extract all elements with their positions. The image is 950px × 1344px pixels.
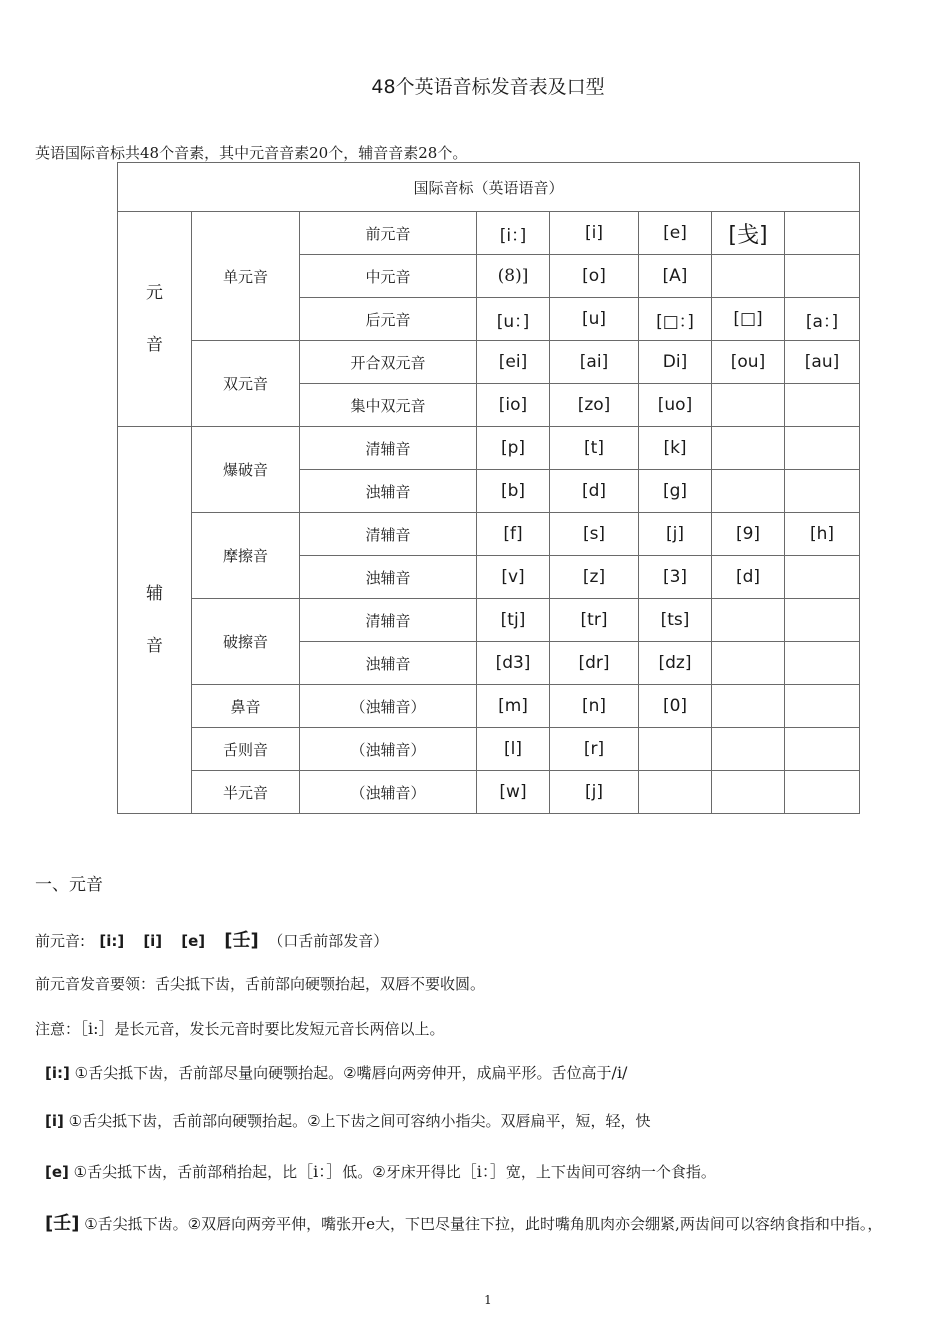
phonetic-symbol: [ou] (712, 341, 785, 384)
phonetic-symbol (785, 771, 860, 814)
phonetic-symbol (785, 384, 860, 427)
phonetic-symbol: [9] (712, 513, 785, 556)
row-label: 中元音 (300, 255, 477, 298)
phonetic-symbol: [i] (550, 212, 639, 255)
phonetic-symbol: [d3] (477, 642, 550, 685)
section-heading: 一、元音 (35, 875, 103, 895)
phonetic-symbol (639, 728, 712, 771)
phonetic-symbol: (8)] (477, 255, 550, 298)
intro-paragraph: 英语国际音标共48个音素，其中元音音素20个，辅音音素28个。 (35, 144, 468, 162)
phonetic-symbol: [o] (550, 255, 639, 298)
row-label: 清辅音 (300, 599, 477, 642)
fricatives-label: 摩擦音 (192, 513, 300, 599)
row-label: 后元音 (300, 298, 477, 341)
phonetic-symbol: [dr] (550, 642, 639, 685)
row-label: 清辅音 (300, 427, 477, 470)
phonetic-symbol (712, 255, 785, 298)
phonetic-symbol: [r] (550, 728, 639, 771)
row-label: （浊辅音） (300, 771, 477, 814)
phonetic-symbol (712, 599, 785, 642)
row-label: 集中双元音 (300, 384, 477, 427)
row-label: 开合双元音 (300, 341, 477, 384)
phonetic-symbol: [f] (477, 513, 550, 556)
phonetic-symbol: [i：] (477, 212, 550, 255)
phonetic-symbol: [s] (550, 513, 639, 556)
item-i-short: [i] ①舌尖抵下齿，舌前部向硬颚抬起。②上下齿之间可容纳小指尖。双唇扁平，短，轻，快 (45, 1112, 651, 1130)
phonetic-symbol: [v] (477, 556, 550, 599)
phonetic-table (117, 162, 860, 814)
phonetic-symbol: [□] (712, 298, 785, 341)
phonetic-symbol: [au] (785, 341, 860, 384)
document-title: 48个英语音标发音表及口型 (371, 76, 605, 98)
phonetic-symbol (785, 255, 860, 298)
phonetic-symbol: [k] (639, 427, 712, 470)
phonetic-symbol: [g] (639, 470, 712, 513)
row-label: 浊辅音 (300, 470, 477, 513)
phonetic-symbol: [j] (639, 513, 712, 556)
phonetic-symbol (785, 470, 860, 513)
phonetic-symbol (785, 685, 860, 728)
affricates-label: 破擦音 (192, 599, 300, 685)
phonetic-symbol (785, 556, 860, 599)
phonetic-symbol (712, 771, 785, 814)
phonetic-symbol (785, 728, 860, 771)
phonetic-symbol: [j] (550, 771, 639, 814)
diphthongs-label: 双元音 (192, 341, 300, 427)
phonetic-symbol: [0] (639, 685, 712, 728)
phonetic-symbol: [z] (550, 556, 639, 599)
phonetic-symbol: [h] (785, 513, 860, 556)
phonetic-symbol: [u：] (477, 298, 550, 341)
phonetic-symbol: [tj] (477, 599, 550, 642)
row-label: （浊辅音） (300, 728, 477, 771)
phonetic-symbol (712, 728, 785, 771)
phonetic-symbol (712, 470, 785, 513)
consonant-group-label: 辅 音 (118, 427, 192, 814)
item-ae: [壬] ①舌尖抵下齿。②双唇向两旁平伸，嘴张开e大，下巴尽量往下拉，此时嘴角肌肉亦会绷紧,两齿间可以容纳食指和中指。， (45, 1213, 883, 1234)
row-label: 清辅音 (300, 513, 477, 556)
phonetic-symbol: [ei] (477, 341, 550, 384)
phonetic-symbol: [a：] (785, 298, 860, 341)
phonetic-symbol: [io] (477, 384, 550, 427)
semivowel-label: 半元音 (192, 771, 300, 814)
phonetic-symbol: [ts] (639, 599, 712, 642)
phonetic-symbol (712, 685, 785, 728)
phonetic-symbol (712, 384, 785, 427)
front-vowels-line: 前元音: [i:] [i] [e] [壬] （口舌前部发音） (35, 930, 389, 951)
lateral-label: 舌则音 (192, 728, 300, 771)
phonetic-symbol: [u] (550, 298, 639, 341)
single-vowels-label: 单元音 (192, 212, 300, 341)
page-number: 1 (484, 1293, 492, 1307)
essentials-line: 前元音发音要领：舌尖抵下齿，舌前部向硬颚抬起，双唇不要收圆。 (35, 975, 486, 993)
phonetic-symbol: [t] (550, 427, 639, 470)
phonetic-symbol: [uo] (639, 384, 712, 427)
phonetic-symbol (712, 427, 785, 470)
phonetic-symbol: [A] (639, 255, 712, 298)
nasal-label: 鼻音 (192, 685, 300, 728)
row-label: （浊辅音） (300, 685, 477, 728)
phonetic-symbol (712, 642, 785, 685)
phonetic-symbol (785, 427, 860, 470)
table-header: 国际音标（英语语音） (118, 163, 860, 212)
phonetic-symbol: [3] (639, 556, 712, 599)
row-label: 前元音 (300, 212, 477, 255)
phonetic-symbol: [d] (712, 556, 785, 599)
phonetic-symbol: Di] (639, 341, 712, 384)
notice-line: 注意：［i:］是长元音，发长元音时要比发短元音长两倍以上。 (35, 1019, 445, 1038)
phonetic-symbol: [b] (477, 470, 550, 513)
phonetic-symbol: [tr] (550, 599, 639, 642)
phonetic-symbol: [n] (550, 685, 639, 728)
phonetic-symbol: [l] (477, 728, 550, 771)
row-label: 浊辅音 (300, 556, 477, 599)
phonetic-symbol: [m] (477, 685, 550, 728)
phonetic-symbol: [w] (477, 771, 550, 814)
phonetic-symbol (785, 599, 860, 642)
phonetic-symbol (785, 212, 860, 255)
plosives-label: 爆破音 (192, 427, 300, 513)
vowel-group-label: 元 音 (118, 212, 192, 427)
phonetic-symbol: [d] (550, 470, 639, 513)
item-e: [e] ①舌尖抵下齿，舌前部稍抬起，比［i：］低。②牙床开得比［i：］宽，上下齿间可容纳一个食指。 (45, 1162, 716, 1181)
phonetic-symbol: [ai] (550, 341, 639, 384)
phonetic-symbol: [e] (639, 212, 712, 255)
phonetic-symbol: [zo] (550, 384, 639, 427)
phonetic-symbol: [p] (477, 427, 550, 470)
phonetic-symbol (639, 771, 712, 814)
phonetic-symbol: [□：] (639, 298, 712, 341)
row-label: 浊辅音 (300, 642, 477, 685)
phonetic-symbol: [dz] (639, 642, 712, 685)
item-i-long: [i:] ①舌尖抵下齿，舌前部尽量向硬颚抬起。②嘴唇向两旁伸开，成扁平形。舌位高于/i/ (45, 1063, 628, 1082)
phonetic-symbol: [戋] (712, 212, 785, 255)
phonetic-symbol (785, 642, 860, 685)
